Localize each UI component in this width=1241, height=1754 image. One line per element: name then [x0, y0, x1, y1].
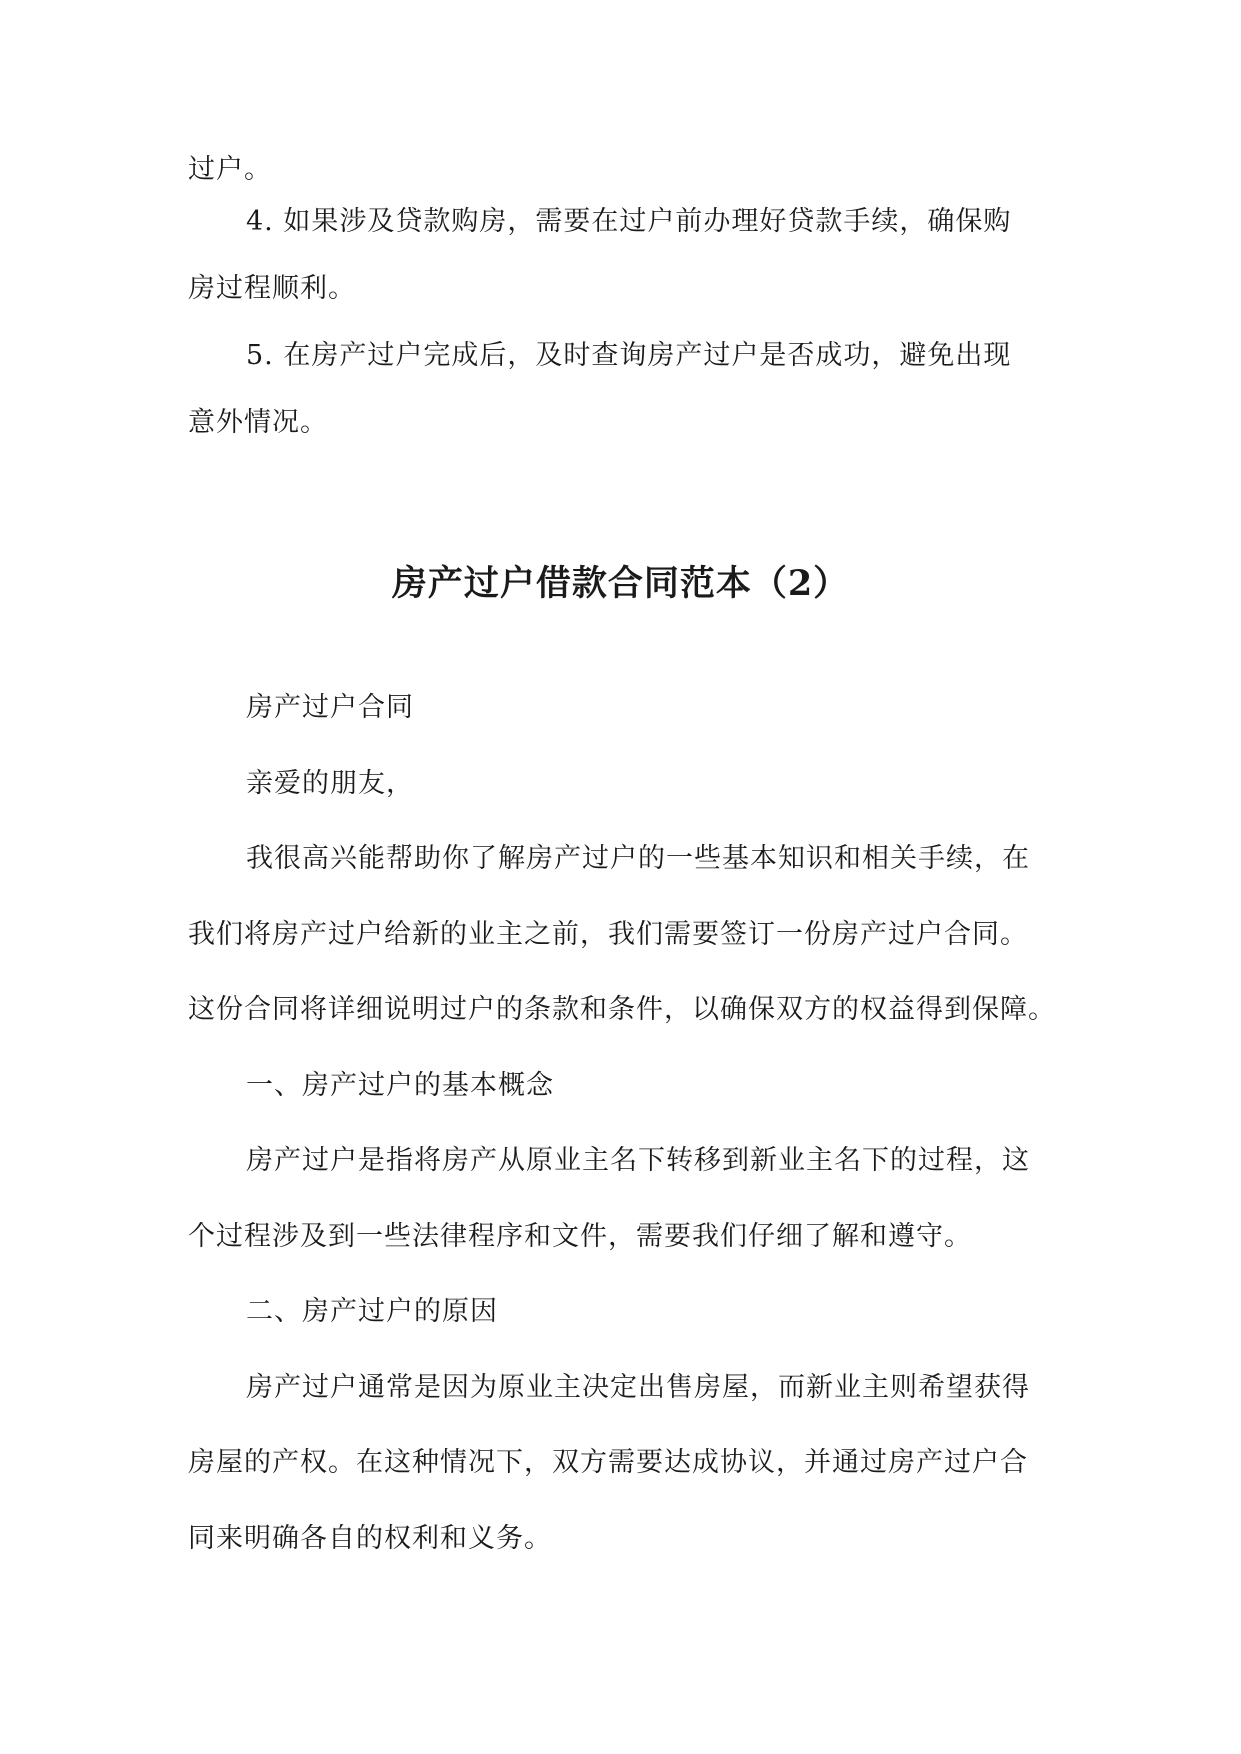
section-title: 房产过户借款合同范本（2） [391, 563, 850, 604]
paragraph-line: 房产过户是指将房产从原业主名下转移到新业主名下的过程，这 [246, 1145, 1030, 1176]
paragraph-line: 4. 如果涉及贷款购房，需要在过户前办理好贷款手续，确保购 [246, 206, 1012, 237]
paragraph-line: 亲爱的朋友， [246, 768, 414, 799]
paragraph-line: 二、房产过户的原因 [246, 1296, 498, 1327]
paragraph-line: 一、房产过户的基本概念 [246, 1070, 554, 1101]
paragraph-line: 过户。 [188, 154, 272, 185]
paragraph-line: 同来明确各自的权利和义务。 [188, 1523, 552, 1554]
paragraph-line: 我很高兴能帮助你了解房产过户的一些基本知识和相关手续，在 [246, 843, 1030, 874]
paragraph-line: 房产过户通常是因为原业主决定出售房屋，而新业主则希望获得 [246, 1372, 1030, 1403]
paragraph-line: 5. 在房产过户完成后，及时查询房产过户是否成功，避免出现 [246, 340, 1012, 371]
paragraph-line: 房产过户合同 [246, 692, 414, 723]
paragraph-line: 个过程涉及到一些法律程序和文件，需要我们仔细了解和遵守。 [188, 1221, 972, 1252]
paragraph-line: 这份合同将详细说明过户的条款和条件，以确保双方的权益得到保障。 [188, 994, 1056, 1025]
paragraph-line: 房屋的产权。在这种情况下，双方需要达成协议，并通过房产过户合 [188, 1447, 1028, 1478]
paragraph-line: 我们将房产过户给新的业主之前，我们需要签订一份房产过户合同。 [188, 919, 1028, 950]
paragraph-line: 房过程顺利。 [188, 273, 356, 304]
paragraph-line: 意外情况。 [188, 407, 328, 438]
